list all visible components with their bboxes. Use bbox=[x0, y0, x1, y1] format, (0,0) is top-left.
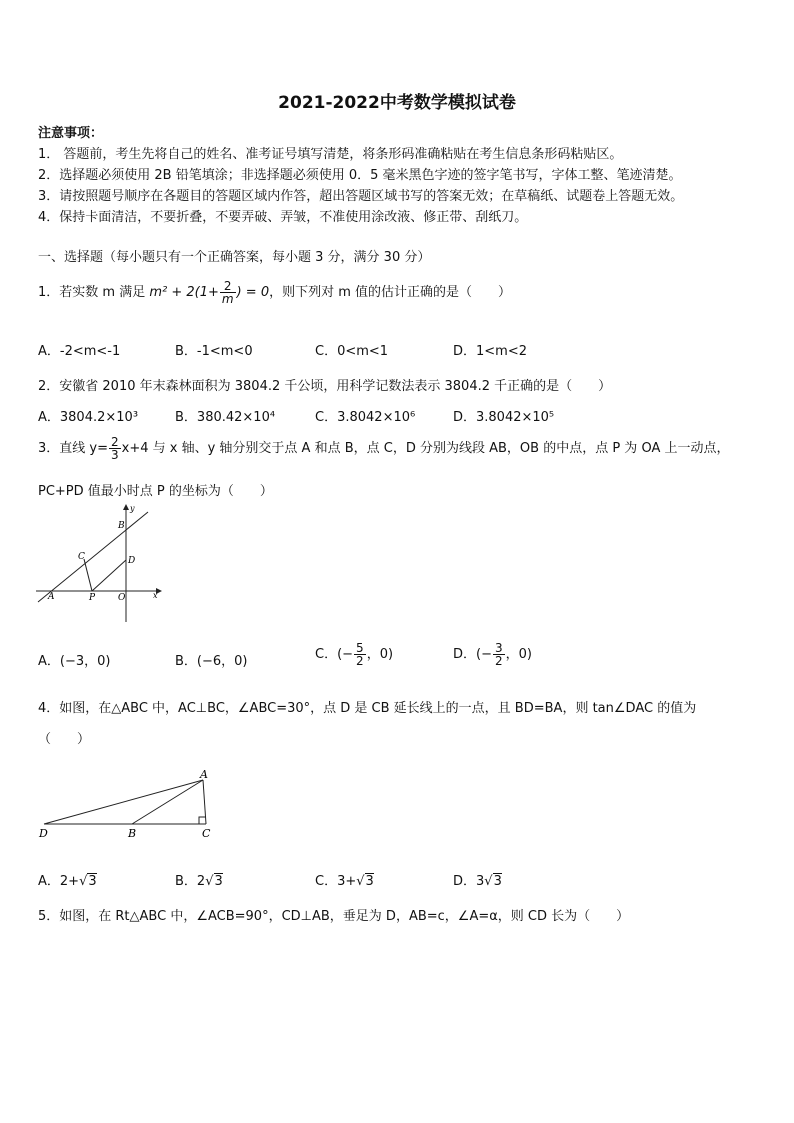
q3-option-c-pre: C．(− bbox=[315, 647, 354, 662]
q1-option-a: A．-2<m<-1 bbox=[38, 344, 121, 359]
label-p: P bbox=[89, 593, 96, 603]
q2-option-b: B．380.42×10⁴ bbox=[175, 410, 276, 425]
q3-option-d-post: ，0) bbox=[505, 647, 532, 662]
q3-c-den: 2 bbox=[356, 654, 364, 668]
q3-option-c-post: ，0) bbox=[366, 647, 394, 662]
label-c: C bbox=[202, 827, 211, 840]
q1-option-d: D．1<m<2 bbox=[453, 344, 528, 359]
q3-frac-den: 3 bbox=[111, 448, 119, 462]
q3-d-num: 3 bbox=[494, 641, 503, 655]
q4-option-c: C．3+√3 bbox=[315, 874, 374, 889]
q1-expr-b: ) = 0 bbox=[236, 285, 270, 300]
segment-pc bbox=[84, 559, 92, 591]
q2-option-c: C．3.8042×10⁶ bbox=[315, 410, 416, 425]
q4-d-rad: 3 bbox=[493, 874, 502, 889]
q4-b-letter: B． bbox=[175, 874, 197, 889]
label-b: B bbox=[128, 827, 137, 840]
segment-da bbox=[44, 780, 203, 824]
q3-option-c bbox=[315, 642, 393, 667]
label-y: y bbox=[130, 504, 135, 513]
q4-c-rad: 3 bbox=[365, 874, 374, 889]
notice-item-2: 2．选择题必须使用 2B 铅笔填涂；非选择题必须使用 0．5 毫米黑色字迹的签字笔书写，字体工整、笔迹清楚。 bbox=[38, 168, 682, 183]
notice-item-3: 3．请按照题号顺序在各题目的答题区域内作答，超出答题区域书写的答案无效；在草稿纸、试题卷上答题无效。 bbox=[38, 189, 684, 204]
notice-heading: 注意事项： bbox=[38, 126, 104, 141]
q4-figure bbox=[36, 766, 226, 842]
q3-option-d-pre: D．(− bbox=[453, 647, 492, 662]
q4-d-pre: 3 bbox=[476, 874, 485, 889]
q1-fraction bbox=[220, 280, 236, 305]
label-x: x bbox=[153, 591, 158, 600]
question-4: 4．如图，在△ABC 中，AC⊥BC，∠ABC=30°，点 D 是 CB 延长线上的一点，且 BD=BA，则 tan∠DAC 的值为 bbox=[38, 701, 697, 716]
q4-d-letter: D． bbox=[453, 874, 477, 889]
q3-suffix: x+4 与 x 轴、y 轴分别交于点 A 和点 B，点 C，D 分别为线段 AB，OB 的中点，点 P 为 OA 上一动点， bbox=[121, 441, 730, 456]
q3-option-b: B．(−6，0) bbox=[175, 654, 248, 669]
q2-option-a: A．3804.2×10³ bbox=[38, 410, 139, 425]
q4-c-pre: 3+ bbox=[337, 874, 357, 889]
label-d: D bbox=[39, 827, 48, 840]
label-a: A bbox=[48, 592, 55, 602]
exam-title: 2021-2022中考数学模拟试卷 bbox=[278, 93, 516, 113]
question-2: 2．安徽省 2010 年末森林面积为 3804.2 千公顷，用科学记数法表示 3804.2 千正确的是（ ） bbox=[38, 379, 612, 394]
question-3-line-2: PC+PD 值最小时点 P 的坐标为（ ） bbox=[38, 484, 273, 499]
section-heading: 一、选择题（每小题只有一个正确答案，每小题 3 分，满分 30 分） bbox=[38, 250, 431, 265]
notice-item-1: 1． 答题前，考生先将自己的姓名、准考证号填写清楚，将条形码准确粘贴在考生信息条形码粘贴区。 bbox=[38, 147, 623, 162]
label-b: B bbox=[118, 521, 125, 531]
question-4-paren: （ ） bbox=[38, 732, 91, 747]
question-3 bbox=[38, 436, 729, 461]
q3-option-c-frac bbox=[354, 642, 366, 667]
label-o: O bbox=[118, 593, 126, 603]
q3-c-num: 5 bbox=[356, 641, 364, 655]
q3-d-den: 2 bbox=[494, 654, 503, 668]
right-angle-mark bbox=[199, 817, 206, 824]
q3-option-d-frac bbox=[493, 642, 505, 667]
q4-b-pre: 2 bbox=[196, 874, 206, 889]
segment-ba bbox=[132, 780, 203, 824]
q4-option-a: A．2+√3 bbox=[38, 874, 97, 889]
label-a: A bbox=[200, 768, 208, 781]
question-5: 5．如图，在 Rt△ABC 中，∠ACB=90°，CD⊥AB，垂足为 D，AB=c，∠A=α，则 CD 长为（ ） bbox=[38, 909, 630, 924]
y-axis-arrow bbox=[123, 504, 129, 510]
q4-c-letter: C． bbox=[315, 874, 338, 889]
q4-a-pre: 2+ bbox=[59, 874, 80, 889]
q1-expr-a: m² + 2(1+ bbox=[149, 285, 219, 300]
label-d: D bbox=[128, 556, 136, 566]
q3-option-a: A．(−3，0) bbox=[38, 654, 111, 669]
q4-option-d: D．3√3 bbox=[453, 874, 502, 889]
q4-b-rad: 3 bbox=[214, 874, 223, 889]
q1-suffix: ，则下列对 m 值的估计正确的是（ ） bbox=[269, 285, 512, 300]
q4-option-b: B．2√3 bbox=[175, 874, 223, 889]
q1-frac-den: m bbox=[221, 292, 234, 306]
q4-a-rad: 3 bbox=[88, 874, 97, 889]
q1-prefix: 1．若实数 m 满足 bbox=[38, 285, 146, 300]
notice-item-4: 4．保持卡面清洁，不要折叠，不要弄破、弄皱，不准使用涂改液、修正带、刮纸刀。 bbox=[38, 210, 528, 225]
q3-figure bbox=[36, 502, 166, 626]
q3-prefix: 3．直线 y= bbox=[38, 441, 108, 456]
q3-frac-num: 2 bbox=[111, 435, 119, 449]
label-c: C bbox=[78, 552, 85, 562]
q3-option-d bbox=[453, 642, 532, 667]
question-1 bbox=[38, 280, 511, 305]
q1-option-b: B．-1<m<0 bbox=[175, 344, 253, 359]
q2-option-d: D．3.8042×10⁵ bbox=[453, 410, 555, 425]
q3-fraction bbox=[109, 436, 121, 461]
q1-frac-num: 2 bbox=[223, 279, 232, 293]
q1-option-c: C．0<m<1 bbox=[315, 344, 389, 359]
q4-a-letter: A． bbox=[38, 874, 60, 889]
segment-pd bbox=[92, 560, 126, 591]
